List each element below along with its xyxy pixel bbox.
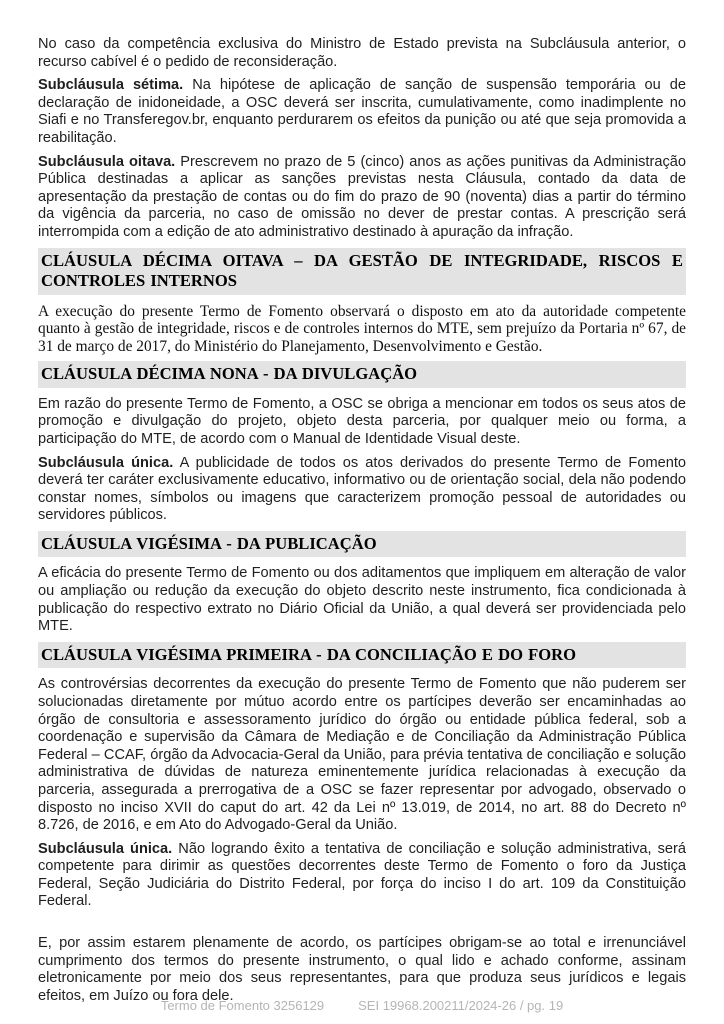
- subclause-label: Subcláusula única.: [38, 840, 173, 857]
- paragraph-intro: [38, 36, 686, 71]
- paragraph-subclausula-oitava: [38, 154, 686, 242]
- paragraph-divulgacao: Em razão do presente Termo de Fomento, a OSC se obriga a mencionar em todos os seus atos de promoção e divulgação do projeto, objeto desta parceria, por qualquer meio ou forma, a participação do MTE, de acordo com o Manual de Identidade Visual deste.: [38, 395, 686, 447]
- footer-sei-page-ref: SEI 19968.200211/2024-26 / pg. 19: [358, 998, 564, 1013]
- page-footer: [0, 998, 724, 1013]
- clause-heading-vigesima-primeira: CLÁUSULA VIGÉSIMA PRIMEIRA - DA CONCILIAÇÃO E DO FORO: [38, 642, 686, 669]
- paragraph-closing: E, por assim estarem plenamente de acordo, os partícipes obrigam-se ao total e irrenunciável cumprimento dos termos do presente instrumento, o qual lido e achado conforme, assinam eletronicamente por meio dos seus representantes, para que produza seus jurídicos e legais efeitos, em Juízo ou fora dele.: [38, 935, 686, 1004]
- subclause-text: A publicidade de todos os atos derivados do presente Termo de Fomento deverá ter caráter exclusivamente educativo, informativo ou de orientação social, dela não podendo constar nomes, símbolos ou imagens que caracterizem promoção pessoal de autoridades ou servidores públicos.: [38, 454, 687, 524]
- clause-heading-decima-oitava: CLÁUSULA DÉCIMA OITAVA – DA GESTÃO DE INTEGRIDADE, RISCOS E CONTROLES INTERNOS: [38, 248, 686, 295]
- subclause-text: Prescrevem no prazo de 5 (cinco) anos as ações punitivas da Administração Pública destinadas a aplicar as sanções previstas nesta Cláusula, contado da data de apresentação da prestação de contas ou do fim do prazo de 90 (noventa) dias a partir do término da vigência da parceria, no caso de omissão no dever de prestar contas. A prescrição será interrompida com a edição de ato administrativo destinado à apuração da infração.: [38, 153, 686, 240]
- paragraph-gestao-integridade: A execução do presente Termo de Fomento observará o disposto em ato da autoridade competente quanto à gestão de integridade, riscos e de controles internos do MTE, sem prejuízo da Portaria nº 67, de 31 de março de 2017, do Ministério do Planejamento, Desenvolvimento e Gestão.: [38, 302, 686, 355]
- paragraph-intro-text: No caso da competência exclusiva do Ministro de Estado prevista na Subcláusula anterior, o recurso cabível é o pedido de reconsideração.: [38, 36, 686, 70]
- paragraph-subclausula-unica-divulgacao: [38, 455, 686, 525]
- paragraph-publicacao: A eficácia do presente Termo de Fomento ou dos aditamentos que impliquem em alteração de valor ou ampliação ou redução da execução do objeto descrito neste instrumento, fica condicionada à publicação do respectivo extrato no Diário Oficial da União, a qual deverá ser providenciada pelo MTE.: [38, 565, 686, 635]
- subclause-label: Subcláusula sétima.: [38, 77, 184, 94]
- paragraph-subclausula-unica-foro: [38, 841, 686, 911]
- subclause-label: Subcláusula oitava.: [38, 153, 176, 170]
- footer-document-ref: Termo de Fomento 3256129: [160, 998, 325, 1013]
- paragraph-subclausula-setima: [38, 77, 686, 147]
- subclause-text: Na hipótese de aplicação de sanção de suspensão temporária ou de declaração de inidoneidade, a OSC deverá ser inscrita, cumulativamente, como inadimplente no Siafi e no Transferegov.br, enquanto perdurarem os efeitos da punição ou até que seja promovida a reabilitação.: [38, 77, 686, 146]
- subclause-text: Não logrando êxito a tentativa de conciliação e solução administrativa, será competente para dirimir as questões decorrentes deste Termo de Fomento o foro da Justiça Federal, Seção Judiciária do Distrito Federal, por força do inciso I do art. 109 da Constituição Federal.: [38, 840, 686, 910]
- subclause-label: Subcláusula única.: [38, 454, 174, 471]
- clause-heading-vigesima: CLÁUSULA VIGÉSIMA - DA PUBLICAÇÃO: [38, 531, 686, 558]
- paragraph-conciliacao-foro: As controvérsias decorrentes da execução do presente Termo de Fomento que não puderem ser solucionadas diretamente por mútuo acordo entre os partícipes deverão ser encaminhadas ao órgão de consultoria e assessoramento jurídico do órgão ou entidade pública federal, sob a coordenação e supervisão da Câmara de Mediação e de Conciliação da Administração Pública Federal – CCAF, órgão da Advocacia-Geral da União, para prévia tentativa de conciliação e solução administrativa de dúvidas de natureza eminentemente jurídica relacionadas à execução da parceria, assegurada a prerrogativa de a OSC se fazer representar por advogado, observado o disposto no inciso XVII do caput do art. 42 da Lei nº 13.019, de 2014, no art. 88 do Decreto nº 8.726, de 2016, e em Ato do Advogado-Geral da União.: [38, 676, 686, 834]
- clause-heading-decima-nona: CLÁUSULA DÉCIMA NONA - DA DIVULGAÇÃO: [38, 361, 686, 388]
